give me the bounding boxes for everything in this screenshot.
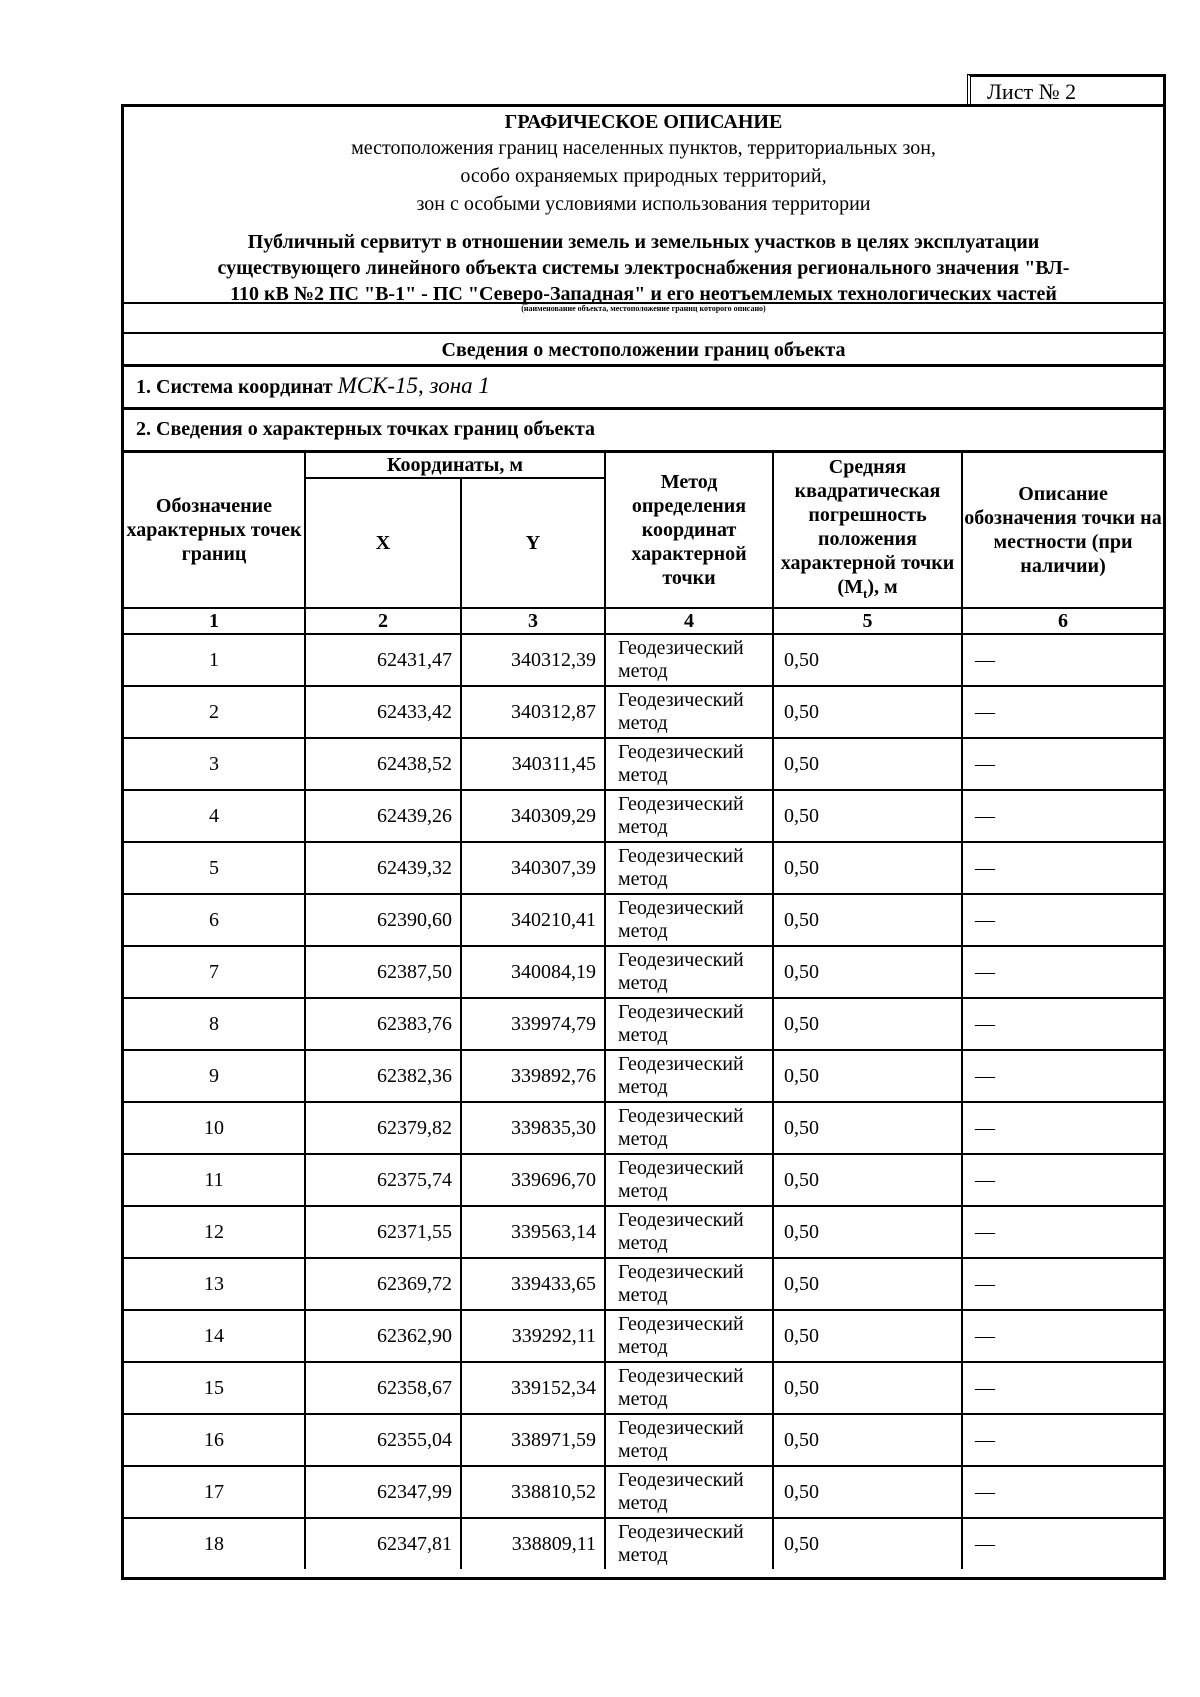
point-method: Геодезический метод <box>605 1414 773 1466</box>
column-number: 5 <box>773 608 962 634</box>
point-y: 340311,45 <box>461 738 605 790</box>
point-number: 13 <box>124 1258 305 1310</box>
point-y: 340312,39 <box>461 634 605 686</box>
point-number: 11 <box>124 1154 305 1206</box>
point-method: Геодезический метод <box>605 946 773 998</box>
header-x: X <box>305 478 461 608</box>
point-y: 339974,79 <box>461 998 605 1050</box>
table-row <box>124 1466 1163 1518</box>
point-error: 0,50 <box>773 946 962 998</box>
point-error: 0,50 <box>773 998 962 1050</box>
point-method: Геодезический метод <box>605 998 773 1050</box>
point-method: Геодезический метод <box>605 738 773 790</box>
point-y: 339892,76 <box>461 1050 605 1102</box>
point-error: 0,50 <box>773 1258 962 1310</box>
point-method: Геодезический метод <box>605 1258 773 1310</box>
point-x: 62439,32 <box>305 842 461 894</box>
point-number: 1 <box>124 634 305 686</box>
point-y: 340084,19 <box>461 946 605 998</box>
point-number: 6 <box>124 894 305 946</box>
subtitle-line-3: зон с особыми условиями использования территории <box>416 193 871 215</box>
table-row <box>124 686 1163 738</box>
sheet-number: Лист № 2 <box>987 79 1077 104</box>
point-error: 0,50 <box>773 842 962 894</box>
point-y: 339152,34 <box>461 1362 605 1414</box>
point-x: 62439,26 <box>305 790 461 842</box>
point-error: 0,50 <box>773 738 962 790</box>
point-description: — <box>962 1518 1163 1569</box>
table-row <box>124 1362 1163 1414</box>
object-name-caption: (наименование объекта, местоположение границ которого описано) <box>521 304 766 313</box>
section-title: Сведения о местоположении границ объекта <box>441 339 846 361</box>
point-x: 62379,82 <box>305 1102 461 1154</box>
point-method: Геодезический метод <box>605 894 773 946</box>
point-description: — <box>962 790 1163 842</box>
point-x: 62433,42 <box>305 686 461 738</box>
point-y: 339292,11 <box>461 1310 605 1362</box>
table-row <box>124 790 1163 842</box>
point-method: Геодезический метод <box>605 1154 773 1206</box>
table-row <box>124 1102 1163 1154</box>
table-row <box>124 1310 1163 1362</box>
point-description: — <box>962 1206 1163 1258</box>
point-description: — <box>962 634 1163 686</box>
header-error-subscript: t <box>862 585 868 601</box>
point-error: 0,50 <box>773 1466 962 1518</box>
point-method: Геодезический метод <box>605 686 773 738</box>
coordinate-system-row <box>136 373 490 399</box>
coordinate-system-value: МСК-15, зона 1 <box>337 373 490 398</box>
table-row <box>124 738 1163 790</box>
point-description: — <box>962 1414 1163 1466</box>
column-number: 3 <box>461 608 605 634</box>
header-designation: Обозначение характерных точек границ <box>124 453 305 608</box>
point-method: Геодезический метод <box>605 842 773 894</box>
point-error: 0,50 <box>773 1518 962 1569</box>
point-description: — <box>962 1102 1163 1154</box>
point-x: 62390,60 <box>305 894 461 946</box>
coordinate-system-label: 1. Система координат <box>136 376 333 398</box>
point-error: 0,50 <box>773 1206 962 1258</box>
point-x: 62347,99 <box>305 1466 461 1518</box>
point-number: 3 <box>124 738 305 790</box>
point-description: — <box>962 946 1163 998</box>
table-row <box>124 946 1163 998</box>
point-number: 7 <box>124 946 305 998</box>
point-method: Геодезический метод <box>605 1362 773 1414</box>
point-x: 62387,50 <box>305 946 461 998</box>
point-method: Геодезический метод <box>605 790 773 842</box>
point-x: 62362,90 <box>305 1310 461 1362</box>
point-x: 62383,76 <box>305 998 461 1050</box>
table-row <box>124 1050 1163 1102</box>
table-row <box>124 842 1163 894</box>
point-error: 0,50 <box>773 790 962 842</box>
table-row <box>124 1414 1163 1466</box>
divider <box>124 407 1163 410</box>
header-y: Y <box>461 478 605 608</box>
object-name-line-2: существующего линейного объекта системы электроснабжения регионального значения "ВЛ- <box>217 257 1070 279</box>
point-number: 8 <box>124 998 305 1050</box>
point-error: 0,50 <box>773 1362 962 1414</box>
point-y: 338810,52 <box>461 1466 605 1518</box>
header-error-text: Средняя квадратическая погрешность положения характерной точки (M <box>780 455 955 598</box>
point-x: 62371,55 <box>305 1206 461 1258</box>
point-y: 339433,65 <box>461 1258 605 1310</box>
point-x: 62375,74 <box>305 1154 461 1206</box>
point-method: Геодезический метод <box>605 1102 773 1154</box>
point-description: — <box>962 1310 1163 1362</box>
table-row <box>124 634 1163 686</box>
object-name-line-1: Публичный сервитут в отношении земель и земельных участков в целях эксплуатации <box>247 231 1040 253</box>
point-y: 340210,41 <box>461 894 605 946</box>
point-number: 9 <box>124 1050 305 1102</box>
point-number: 14 <box>124 1310 305 1362</box>
point-description: — <box>962 894 1163 946</box>
point-number: 15 <box>124 1362 305 1414</box>
point-y: 339835,30 <box>461 1102 605 1154</box>
point-y: 340309,29 <box>461 790 605 842</box>
header-method: Метод определения координат характерной точки <box>605 453 773 608</box>
point-method: Геодезический метод <box>605 1518 773 1569</box>
point-x: 62431,47 <box>305 634 461 686</box>
point-method: Геодезический метод <box>605 1050 773 1102</box>
table-row <box>124 1206 1163 1258</box>
point-number: 4 <box>124 790 305 842</box>
point-error: 0,50 <box>773 1414 962 1466</box>
points-table <box>124 453 1163 1569</box>
point-x: 62438,52 <box>305 738 461 790</box>
point-method: Геодезический метод <box>605 1206 773 1258</box>
point-method: Геодезический метод <box>605 1310 773 1362</box>
divider <box>124 364 1163 367</box>
table-row <box>124 1258 1163 1310</box>
point-error: 0,50 <box>773 894 962 946</box>
point-error: 0,50 <box>773 686 962 738</box>
point-description: — <box>962 842 1163 894</box>
point-description: — <box>962 1154 1163 1206</box>
point-y: 338809,11 <box>461 1518 605 1569</box>
column-number: 6 <box>962 608 1163 634</box>
point-number: 17 <box>124 1466 305 1518</box>
column-number: 4 <box>605 608 773 634</box>
point-error: 0,50 <box>773 1310 962 1362</box>
point-description: — <box>962 1258 1163 1310</box>
point-description: — <box>962 1050 1163 1102</box>
point-x: 62355,04 <box>305 1414 461 1466</box>
point-description: — <box>962 686 1163 738</box>
document-title: ГРАФИЧЕСКОЕ ОПИСАНИЕ <box>504 111 783 133</box>
point-x: 62358,67 <box>305 1362 461 1414</box>
column-number-row <box>124 608 1163 634</box>
points-section-title: 2. Сведения о характерных точках границ объекта <box>136 418 596 440</box>
point-y: 340312,87 <box>461 686 605 738</box>
point-number: 18 <box>124 1518 305 1569</box>
table-row <box>124 998 1163 1050</box>
point-number: 5 <box>124 842 305 894</box>
header-error <box>773 453 962 608</box>
point-method: Геодезический метод <box>605 1466 773 1518</box>
document-frame <box>121 104 1166 1580</box>
point-x: 62347,81 <box>305 1518 461 1569</box>
point-number: 2 <box>124 686 305 738</box>
column-number: 2 <box>305 608 461 634</box>
point-error: 0,50 <box>773 1102 962 1154</box>
header-description: Описание обозначения точки на местности (при наличии) <box>962 453 1163 608</box>
table-row <box>124 894 1163 946</box>
point-x: 62369,72 <box>305 1258 461 1310</box>
sheet-number-box <box>967 74 1166 104</box>
subtitle-line-2: особо охраняемых природных территорий, <box>460 165 827 187</box>
point-number: 16 <box>124 1414 305 1466</box>
point-y: 338971,59 <box>461 1414 605 1466</box>
point-error: 0,50 <box>773 1154 962 1206</box>
header-error-unit: ), м <box>867 575 898 598</box>
table-row <box>124 1518 1163 1569</box>
point-method: Геодезический метод <box>605 634 773 686</box>
point-y: 339563,14 <box>461 1206 605 1258</box>
object-name-line-3: 110 кВ №2 ПС "В-1" - ПС "Северо-Западная" и его неотъемлемых технологических частей <box>230 283 1057 305</box>
point-description: — <box>962 998 1163 1050</box>
point-number: 12 <box>124 1206 305 1258</box>
subtitle-line-1: местоположения границ населенных пунктов, территориальных зон, <box>351 137 936 159</box>
point-x: 62382,36 <box>305 1050 461 1102</box>
divider <box>124 332 1163 334</box>
point-description: — <box>962 1466 1163 1518</box>
point-y: 339696,70 <box>461 1154 605 1206</box>
point-error: 0,50 <box>773 634 962 686</box>
point-number: 10 <box>124 1102 305 1154</box>
table-row <box>124 1154 1163 1206</box>
point-error: 0,50 <box>773 1050 962 1102</box>
header-coordinates: Координаты, м <box>305 453 605 478</box>
point-y: 340307,39 <box>461 842 605 894</box>
column-number: 1 <box>124 608 305 634</box>
point-description: — <box>962 1362 1163 1414</box>
point-description: — <box>962 738 1163 790</box>
